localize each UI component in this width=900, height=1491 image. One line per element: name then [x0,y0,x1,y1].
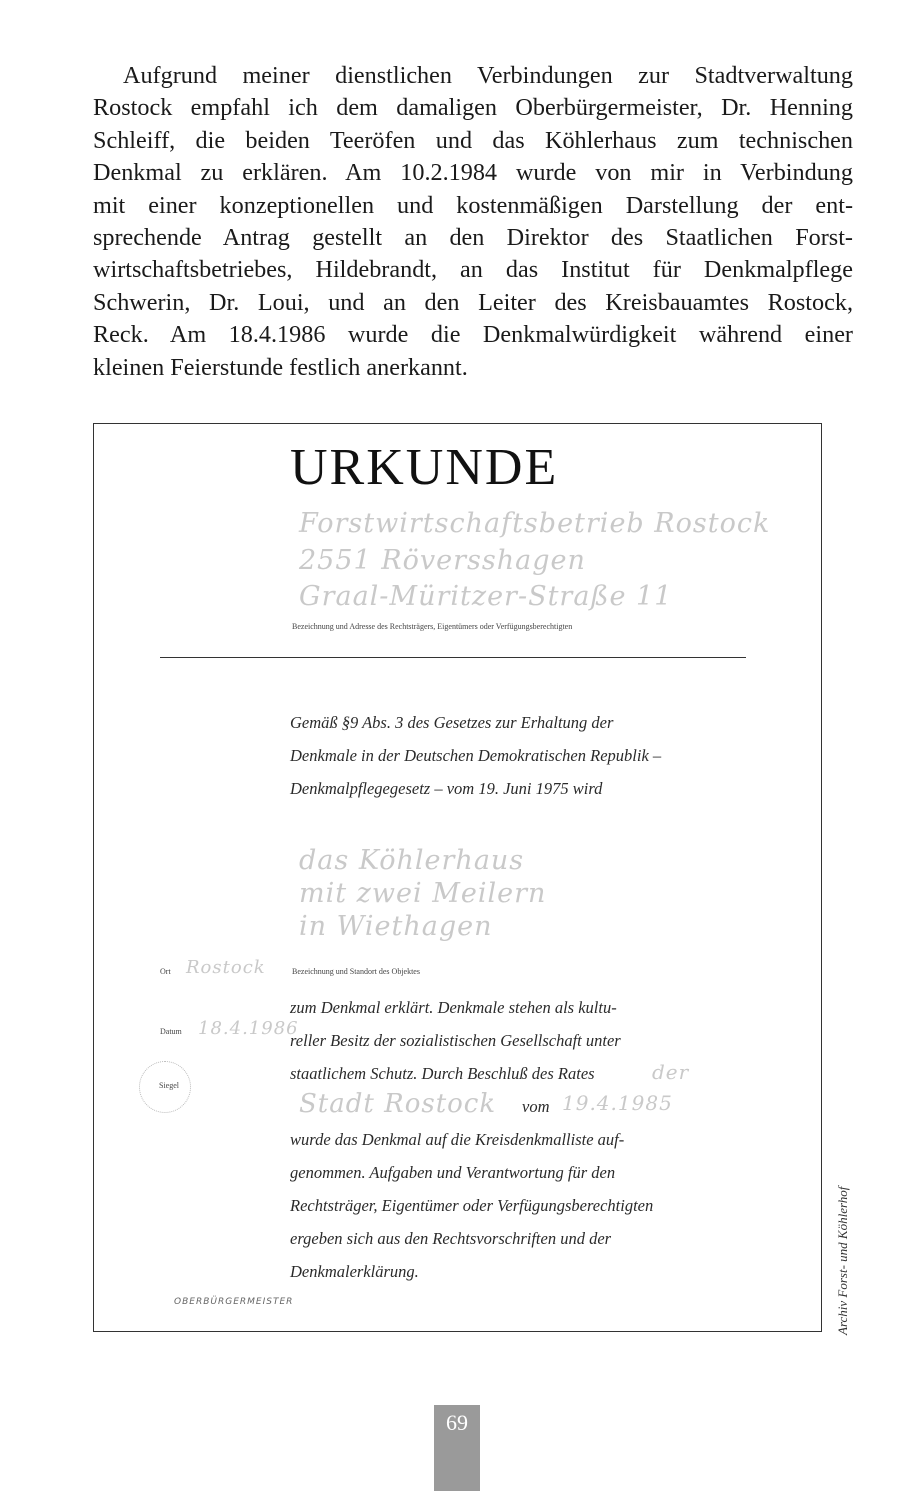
paragraph-line: Rostock empfahl ich dem damaligen Oberbürgermeister, Dr. Henning [93,94,853,122]
body-line: genommen. Aufgaben und Verantwortung für den [290,1163,616,1182]
paragraph-line: Reck. Am 18.4.1986 wurde die Denkmalwürdigkeit während einer [93,321,853,349]
decree-line: Gemäß §9 Abs. 3 des Gesetzes zur Erhaltung der [290,713,614,732]
object-caption: Bezeichnung und Standort des Objektes [292,967,420,976]
paragraph-line: Schleiff, die beiden Teeröfen und das Köhlerhaus zum technischen [93,126,853,154]
owner-caption: Bezeichnung und Adresse des Rechtsträgers, Eigentümers oder Verfügungsberechtigten [292,622,573,631]
certificate-image [93,423,822,1332]
owner-line: 2551 Röversshagen [299,545,586,576]
body-line: zum Denkmal erklärt. Denkmale stehen als kultu- [290,998,617,1017]
datum-value: 18.4.1986 [198,1018,299,1039]
ort-value: Rostock [186,957,266,978]
divider [160,657,746,658]
siegel-label: Siegel [159,1081,179,1090]
object-line: in Wiethagen [299,911,493,942]
body-line: ergeben sich aus den Rechtsvorschriften und der [290,1229,612,1248]
paragraph-line: kleinen Feierstunde festlich anerkannt. [93,353,468,381]
body-paragraph [93,60,853,384]
paragraph-line: Schwerin, Dr. Loui, und an den Leiter des Kreisbauamtes Rostock, [93,288,853,316]
ort-label: Ort [160,967,171,976]
image-credit: Archiv Forst- und Köhlerhof [835,1186,850,1335]
object-line: das Köhlerhaus [299,845,525,876]
body-line: wurde das Denkmal auf die Kreisdenkmalliste auf- [290,1130,625,1149]
decree-line: Denkmalpflegegesetz – vom 19. Juni 1975 wird [290,779,603,798]
signer-label: OBERBÜRGERMEISTER [174,1297,294,1307]
body-line: reller Besitz der sozialistischen Gesellschaft unter [290,1031,621,1050]
paragraph-line: Denkmal zu erklären. Am 10.2.1984 wurde von mir in Verbindung [93,159,853,187]
body-line: Rechtsträger, Eigentümer oder Verfügungsberechtigten [290,1196,654,1215]
page-number: 69 [434,1405,480,1491]
decree-line: Denkmale in der Deutschen Demokratischen Republik – [290,746,662,765]
paragraph-line: Aufgrund meiner dienstlichen Verbindungen zur Stadtverwaltung [123,62,853,89]
body-line: Denkmalerklärung. [290,1262,419,1281]
object-line: mit zwei Meilern [299,878,547,909]
body-line: vom [522,1097,550,1116]
paragraph-line: mit einer konzeptionellen und kostenmäßigen Darstellung der ent- [93,191,853,219]
paragraph-line: sprechende Antrag gestellt an den Direktor des Staatlichen Forst- [93,223,853,251]
datum-label: Datum [160,1027,182,1036]
filled-stadt: Stadt Rostock [299,1089,497,1119]
filled-rat: der [652,1060,690,1084]
owner-line: Forstwirtschaftsbetrieb Rostock [299,508,771,539]
certificate-title: URKUNDE [290,439,559,496]
filled-date: 19.4.1985 [562,1091,673,1115]
body-line: staatlichem Schutz. Durch Beschluß des Rates [290,1064,595,1083]
owner-line: Graal-Müritzer-Straße 11 [299,581,673,612]
paragraph-line: wirtschaftsbetriebes, Hildebrandt, an das Institut für Denkmalpflege [93,256,853,284]
